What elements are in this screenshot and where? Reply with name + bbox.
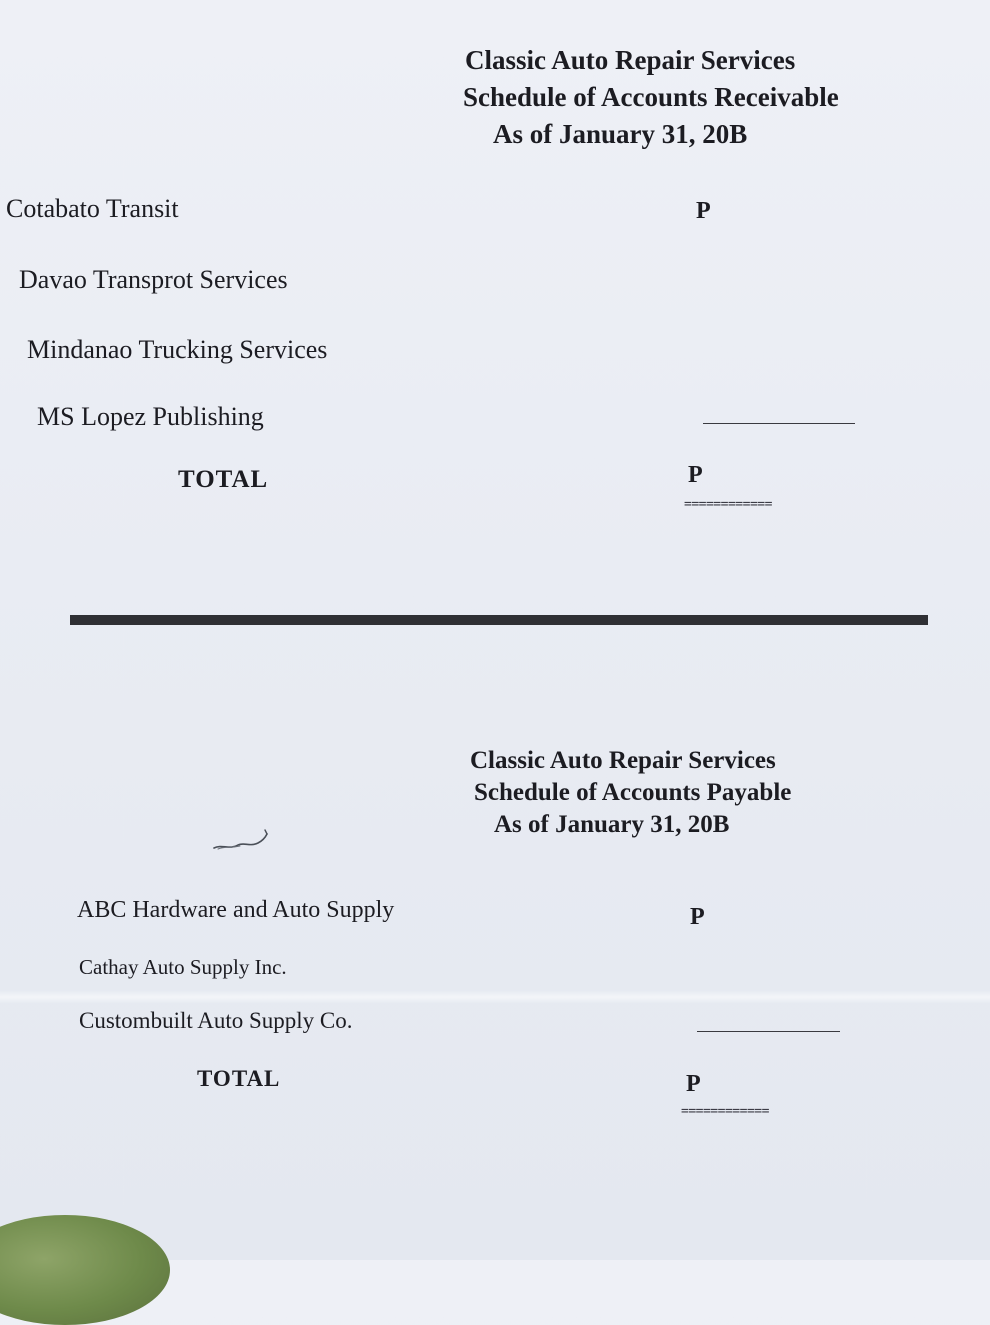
payable-as-of-date: As of January 31, 20B [494,811,730,838]
receivable-total-currency: P [688,462,703,488]
paper-fold-crease [0,990,990,1004]
pen-scribble-mark [210,826,274,854]
payable-subtotal-line [697,1031,840,1032]
receivable-row-davao-transprot: Davao Transprot Services [19,265,288,294]
payable-total-label: TOTAL [197,1066,281,1091]
section-divider-bar [70,615,928,625]
receivable-as-of-date: As of January 31, 20B [493,119,748,149]
receivable-schedule-title: Schedule of Accounts Receivable [463,82,839,112]
receivable-row-currency: P [696,198,711,224]
payable-total-double-rule: ============ [681,1104,769,1119]
receivable-heading [463,42,839,153]
payable-total-currency: P [686,1071,701,1097]
receivable-total-double-rule: ============ [684,497,772,512]
payable-schedule-title: Schedule of Accounts Payable [474,779,792,806]
payable-row-cathay-auto: Cathay Auto Supply Inc. [79,955,287,979]
receivable-total-label: TOTAL [178,466,269,493]
receivable-subtotal-line [703,423,855,424]
receivable-company-name: Classic Auto Repair Services [465,45,796,75]
receivable-row-mindanao-trucking: Mindanao Trucking Services [27,335,328,364]
payable-row-abc-hardware: ABC Hardware and Auto Supply [77,897,395,923]
payable-company-name: Classic Auto Repair Services [470,747,776,774]
payable-row-custombuilt-auto: Custombuilt Auto Supply Co. [79,1008,353,1033]
finger-shadow [0,1215,170,1325]
receivable-row-cotabato-transit: Cotabato Transit [6,194,179,223]
payable-heading [470,745,791,841]
receivable-row-ms-lopez: MS Lopez Publishing [37,402,264,431]
payable-row-currency: P [690,904,705,930]
